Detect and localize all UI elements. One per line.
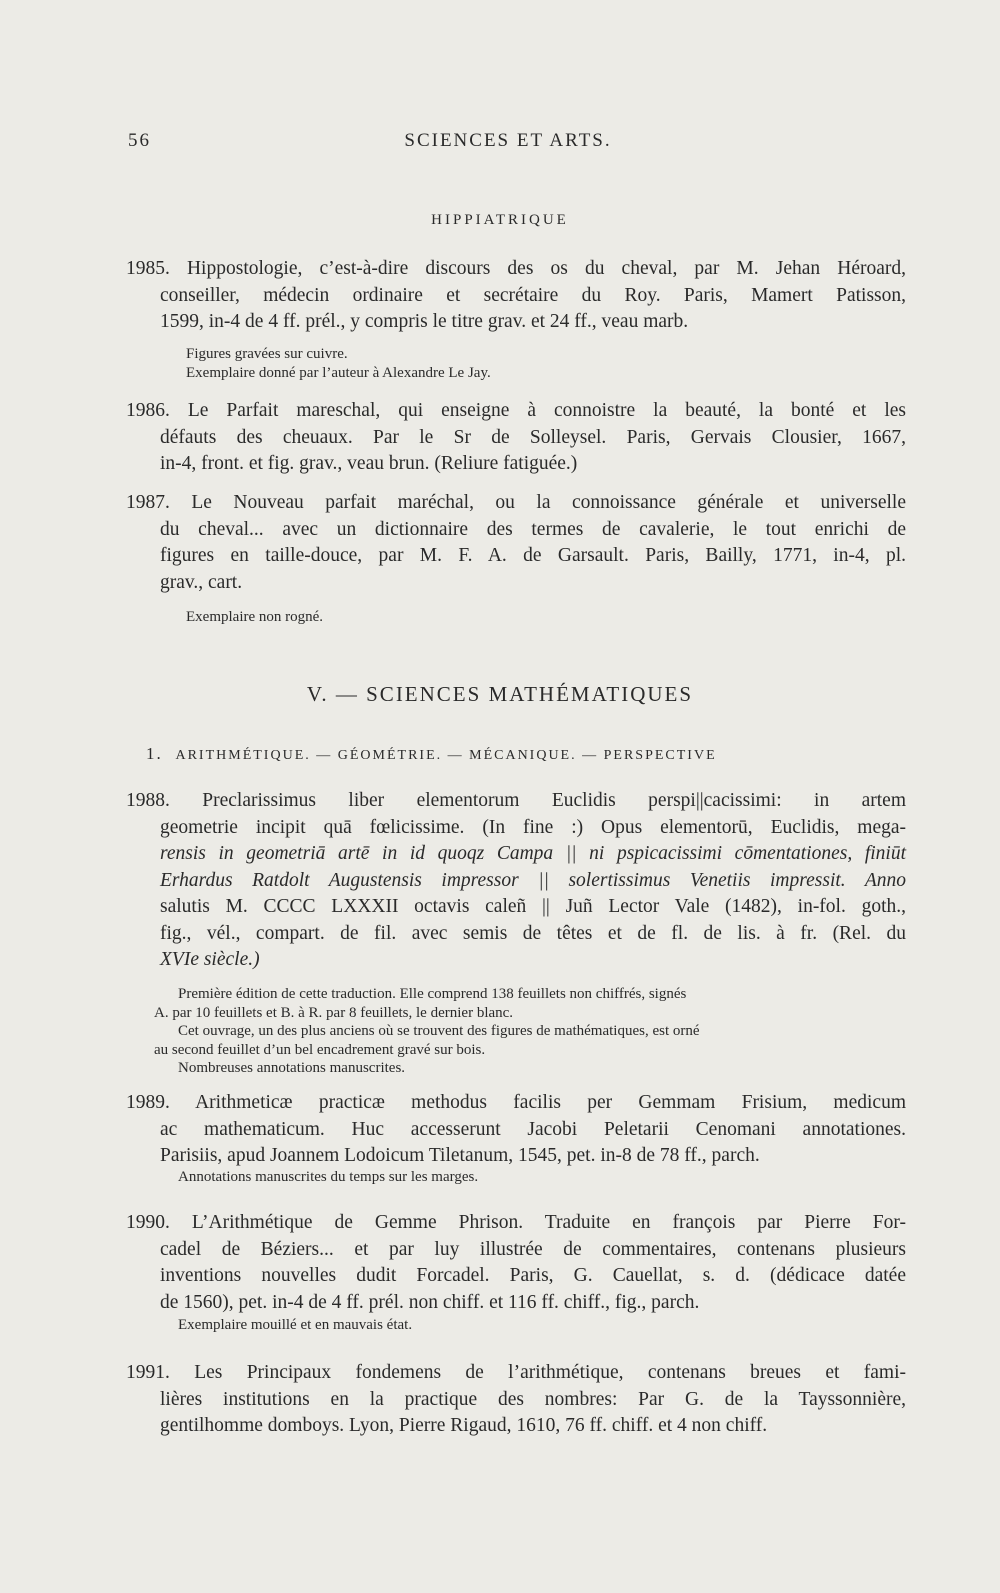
subsection-number: 1. [146,744,163,763]
notes-1985 [186,345,911,382]
entry-line: 1599, in-4 de 4 ff. prél., y compris le titre grav. et 24 ff., veau marb. [160,311,689,332]
section-title: V. — SCIENCES MATHÉMATIQUES [306,682,694,706]
entry-line: in-4, front. et fig. grav., veau brun. (Reliure fatiguée.) [160,453,578,474]
page-header [128,130,888,160]
entry-line: 1985. Hippostologie, c’est-à-dire discours des os du cheval, par M. Jehan Héroard, [126,258,906,279]
page-number: 56 [128,130,151,151]
entry-line: de 1560), pet. in-4 de 4 ff. prél. non chiff. et 116 ff. chiff., fig., parch. [160,1291,700,1313]
entry-line: défauts des cheuaux. Par le Sr de Solleysel. Paris, Gervais Clousier, 1667, [160,426,906,448]
entry-line: 1989. Arithmeticæ practicæ methodus facilis per Gemmam Frisium, medicum [126,1092,906,1113]
entry-line: 1988. Preclarissimus liber elementorum Euclidis perspi||cacissimi: in artem [126,790,906,811]
running-title: SCIENCES ET ARTS. [404,130,612,151]
entry-line: ac mathematicum. Huc accesserunt Jacobi Peletarii Cenomani annotationes. [160,1118,906,1140]
entry-line: cadel de Béziers... et par luy illustrée de commentaires, contenans plusieurs [160,1238,906,1260]
notes-1989 [178,1168,903,1187]
entry-line: figures en taille-douce, par M. F. A. de Garsault. Paris, Bailly, 1771, in-4, pl. [160,545,906,566]
entry-1991 [126,1360,906,1440]
subsection-title: ARITHMÉTIQUE. — GÉOMÉTRIE. — MÉCANIQUE. — PERSPECTIVE [175,748,717,763]
entry-line: fig., vél., compart. de fil. avec semis de têtes et de fl. de lis. à fr. (Rel. du [160,922,906,944]
notes-1987 [186,608,911,627]
note-line: Annotations manuscrites du temps sur les marges. [178,1169,479,1185]
entry-line: grav., cart. [160,571,243,593]
entry-1987 [126,490,906,596]
entry-line: Erhardus Ratdolt Augustensis impressor || solertissimus Venetiis impressit. Anno [160,869,906,891]
note-line: A. par 10 feuillets et B. à R. par 8 feuillets, le dernier blanc. [154,1004,514,1021]
entry-line: gentilhomme domboys. Lyon, Pierre Rigaud, 1610, 76 ff. chiff. et 4 non chiff. [160,1415,768,1436]
entry-line: Parisiis, apud Joannem Lodoicum Tiletanum, 1545, pet. in-8 de 78 ff., parch. [160,1145,760,1166]
entry-line: inventions nouvelles dudit Forcadel. Paris, G. Cauellat, s. d. (dédicace datée [160,1265,906,1286]
entry-1988 [126,788,906,974]
subsection-heading [146,744,906,764]
entry-line: 1991. Les Principaux fondemens de l’arithmétique, contenans breues et fami- [126,1362,906,1383]
notes-1990 [178,1316,903,1335]
note-line: Exemplaire non rogné. [186,609,324,625]
note-line: Figures gravées sur cuivre. [186,346,348,362]
entry-1986 [126,398,906,478]
note-line: Exemplaire mouillé et en mauvais état. [178,1317,413,1333]
entry-line: geometrie incipit quā fœlicissime. (In fine :) Opus elementorū, Euclidis, mega- [160,816,906,838]
entry-line: lières institutions en la practique des nombres: Par G. de la Tayssonnière, [160,1388,906,1410]
entry-1985 [126,256,906,336]
notes-1988 [154,985,903,1078]
entry-line: 1986. Le Parfait mareschal, qui enseigne à connoistre la beauté, la bonté et les [126,400,906,421]
note-line: Nombreuses annotations manuscrites. [178,1060,406,1076]
entry-line: 1987. Le Nouveau parfait maréchal, ou la connoissance générale et universelle [126,492,906,513]
entry-line: conseiller, médecin ordinaire et secrétaire du Roy. Paris, Mamert Patisson, [160,284,906,306]
entry-1990 [126,1210,906,1316]
entry-line: rensis in geometriā artē in id quoqz Campa || ni pspicacissimi cōmentationes, finiūt [160,843,906,864]
note-line: Exemplaire donné par l’auteur à Alexandre Le Jay. [186,364,491,381]
entry-line: du cheval... avec un dictionnaire des termes de cavalerie, le tout enrichi de [160,518,906,540]
entry-line: 1990. L’Arithmétique de Gemme Phrison. Traduite en françois par Pierre For- [126,1212,906,1233]
subhead-hippiatrique: HIPPIATRIQUE [431,212,569,228]
entry-line: XVIe siècle.) [160,949,260,970]
entry-line: salutis M. CCCC LXXXII octavis caleñ || Juñ Lector Vale (1482), in-fol. goth., [160,896,906,917]
entry-1989 [126,1090,906,1170]
note-line: Cet ouvrage, un des plus anciens où se trouvent des figures de mathématiques, est orné [178,1023,700,1039]
note-line: au second feuillet d’un bel encadrement gravé sur bois. [154,1041,486,1058]
note-line: Première édition de cette traduction. Elle comprend 138 feuillets non chiffrés, signés [178,986,687,1002]
